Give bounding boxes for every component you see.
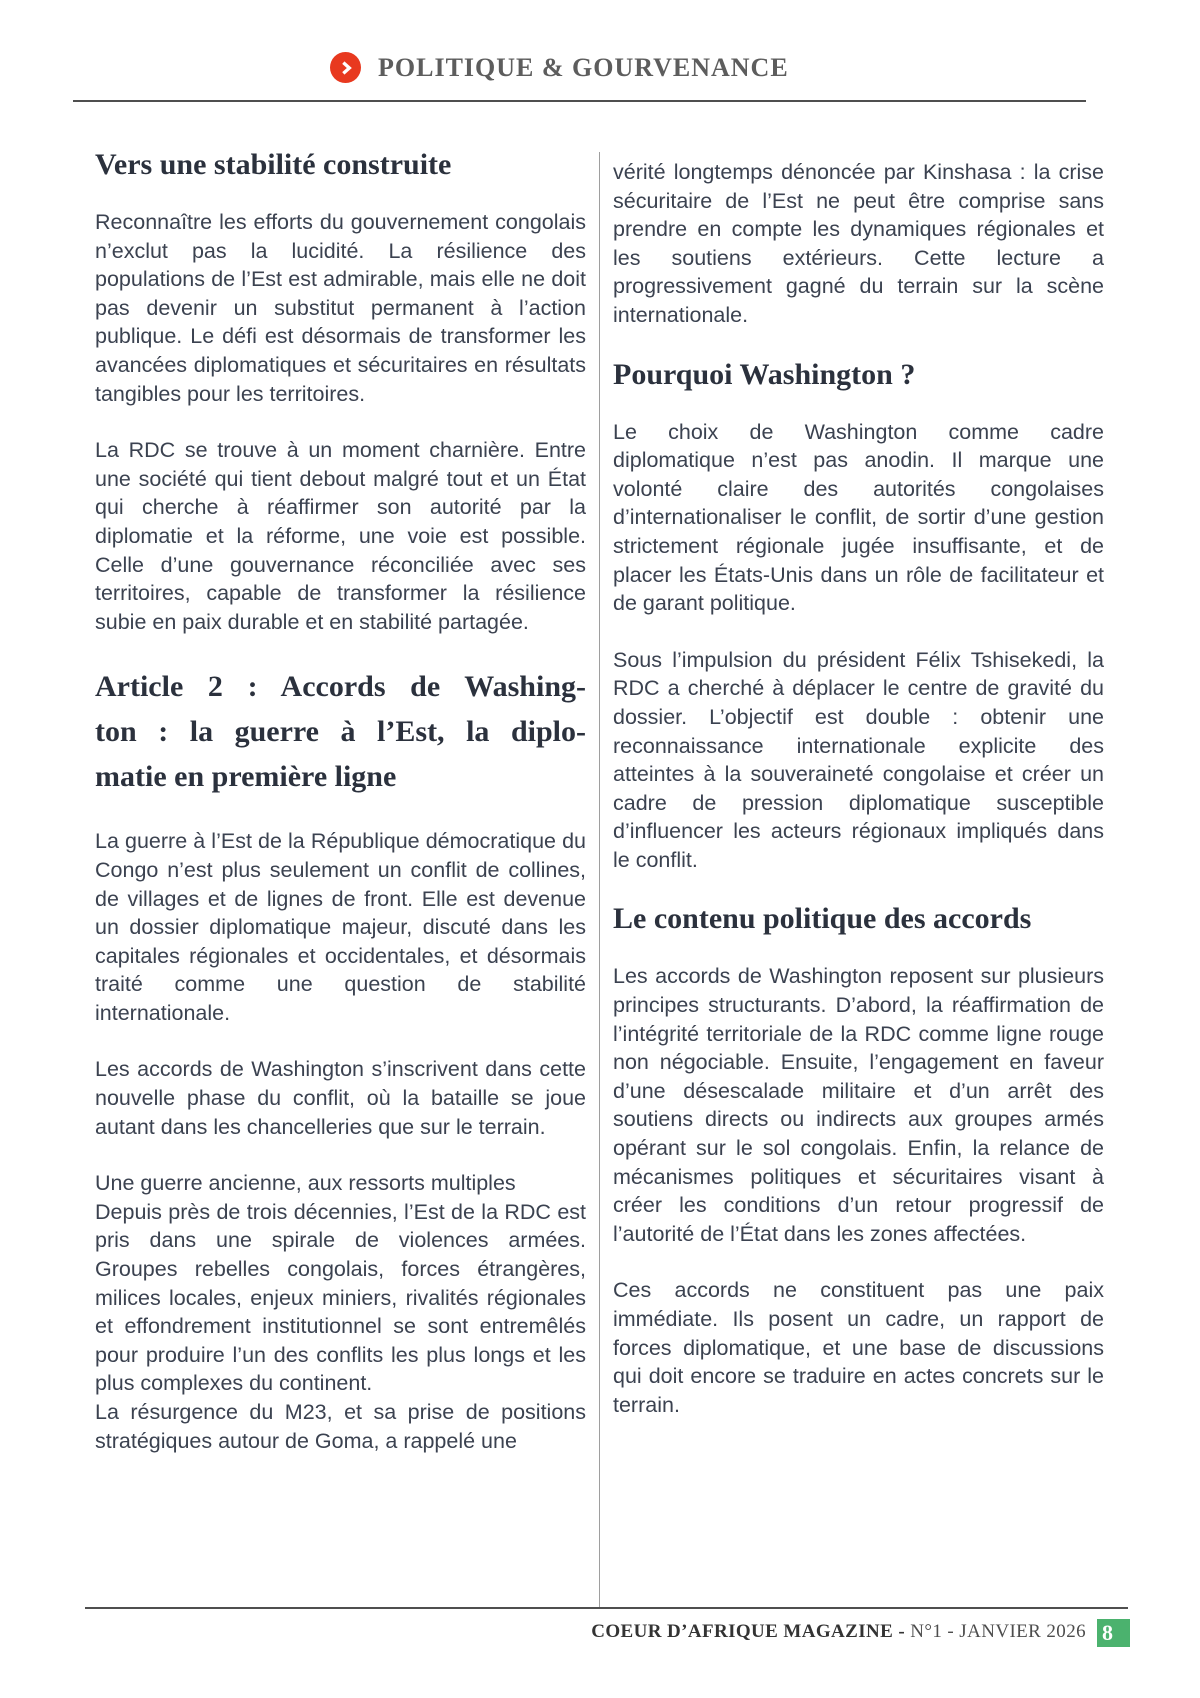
magazine-name: COEUR D’AFRIQUE MAGAZINE - [591, 1621, 906, 1642]
footer [591, 1621, 1086, 1643]
paragraph: Les accords de Washington reposent sur plusieurs principes structurants. D’abord, la réaffirmation de l’intégrité territoriale de la RDC comme ligne rouge non négociable. Ensuite, l’engagement en faveur d’une désescalade militaire et d’un arrêt des soutiens directs ou indirects aux groupes armés opérant sur le sol congolais. Enfin, la relance de mécanismes politiques et sécuritaires visant à créer les conditions d’un retour progressif de l’autorité de l’État dans les zones affectées. [613, 964, 1104, 1246]
heading-article2-line1: Article 2 : Accords de Washing- [95, 670, 586, 704]
footer-divider [85, 1607, 1128, 1609]
section-header [330, 52, 789, 83]
paragraph-lead: Une guerre ancienne, aux ressorts multiples [95, 1171, 516, 1196]
paragraph: Ces accords ne constituent pas une paix immédiate. Ils posent un cadre, un rapport de forces diplomatique, et une base de discussions qui doit encore se traduire en actes concrets sur le terrain. [613, 1278, 1104, 1417]
paragraph: La guerre à l’Est de la République démocratique du Congo n’est plus seulement un conflit de collines, de villages et de lignes de front. Elle est devenue un dossier diplomatique majeur, discuté dans les capitales régionales et occidentales, et désormais traité comme une question de stabilité internationale. [95, 829, 586, 1025]
heading-article2-line3: matie en première ligne [95, 760, 397, 794]
paragraph: La RDC se trouve à un moment charnière. Entre une société qui tient debout malgré tout et un État qui cherche à réaffirmer son autorité par la diplomatie et la réforme, une voie est possible. Celle d’une gouvernance réconciliée avec ses territoires, capable de transformer la résilience subie en paix durable et en stabilité partagée. [95, 438, 586, 634]
paragraph: Les accords de Washington s’inscrivent dans cette nouvelle phase du conflit, où la bataille se joue autant dans les chancelleries que sur le terrain. [95, 1057, 586, 1139]
paragraph: Reconnaître les efforts du gouvernement congolais n’exclut pas la lucidité. La résilience des populations de l’Est est admirable, mais elle ne doit pas devenir un substitut permanent à l’action publique. Le défi est désormais de transformer les avancées diplomatiques et sécuritaires en résultats tangibles pour les territoires. [95, 210, 586, 406]
paragraph: La résurgence du M23, et sa prise de positions stratégiques autour de Goma, a rappelé une [95, 1400, 586, 1453]
heading-article2-line2: ton : la guerre à l’Est, la diplo- [95, 715, 586, 749]
paragraph: Le choix de Washington comme cadre diplomatique n’est pas anodin. Il marque une volonté claire des autorités congolaises d’internationaliser le conflit, de sortir d’une gestion strictement régionale jugée insuffisante, et de placer les États-Unis dans un rôle de facilitateur et de garant politique. [613, 419, 1104, 616]
section-title: POLITIQUE & GOURVENANCE [378, 52, 789, 82]
heading-contenu-politique: Le contenu politique des accords [613, 902, 1032, 936]
column-divider [599, 152, 600, 1607]
heading-article2 [95, 664, 586, 799]
header-divider [73, 100, 1086, 102]
right-column [613, 138, 1104, 1607]
left-column [95, 138, 586, 1607]
paragraph: vérité longtemps dénoncée par Kinshasa : la crise sécuritaire de l’Est ne peut être comprise sans prendre en compte les dynamiques régionales et les soutiens extérieurs. Cette lecture a progressivement gagné du terrain sur la scène internationale. [613, 160, 1104, 327]
paragraph: Sous l’impulsion du président Félix Tshisekedi, la RDC a cherché à déplacer le centre de gravité du dossier. L’objectif est double : obtenir une reconnaissance internationale explicite des atteintes à la souveraineté congolaise et créer un cadre de pression diplomatique susceptible d’influencer les acteurs régionaux impliqués dans le conflit. [613, 647, 1104, 872]
heading-stabilite: Vers une stabilité construite [95, 148, 452, 181]
chevron-right-icon [330, 52, 361, 83]
article-columns [95, 138, 1105, 1607]
heading-pourquoi-washington: Pourquoi Washington ? [613, 357, 916, 391]
issue-info: N°1 - JANVIER 2026 [910, 1621, 1086, 1642]
page-number-badge: 8 [1097, 1619, 1130, 1647]
paragraph: Depuis près de trois décennies, l’Est de la RDC est pris dans une spirale de violences armées. Groupes rebelles congolais, forces étrangères, milices locales, enjeux miniers, rivalités régionales et effondrement institutionnel se sont entremêlés pour produire l’un des conflits les plus longs et les plus complexes du continent. [95, 1199, 586, 1396]
